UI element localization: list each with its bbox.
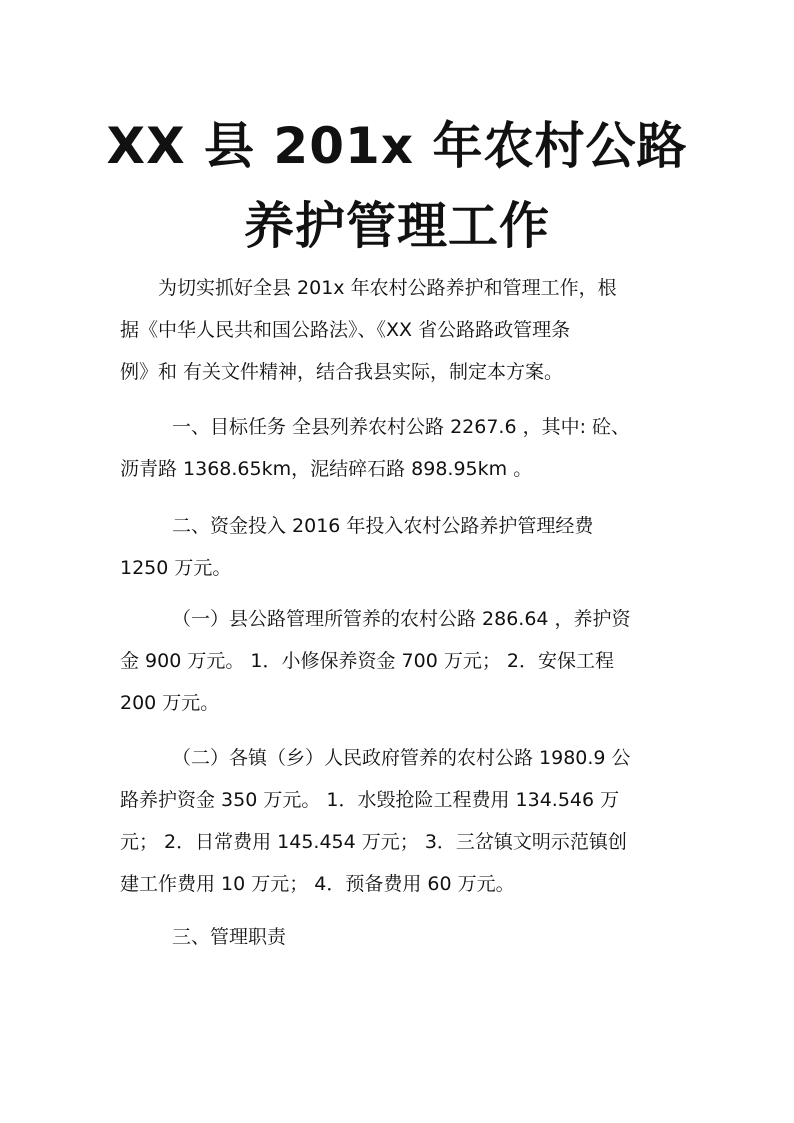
paragraph-line: 1250 万元。 (120, 557, 232, 579)
paragraph-line: 路养护资金 350 万元。 1．水毁抢险工程费用 134.546 万 (120, 789, 620, 811)
intro-paragraph (120, 267, 680, 393)
paragraph-line: 三、管理职责 (172, 926, 287, 948)
paragraph-line: 一、目标任务 全县列养农村公路 2267.6 ，其中: 砼、 (172, 416, 631, 438)
paragraph-line: 200 万元。 (120, 692, 220, 714)
section-goals-paragraph (120, 406, 680, 490)
document-title-line-1: XX 县 201x 年农村公路 (106, 117, 688, 175)
paragraph-line: 为切实抓好全县 201x 年农村公路养护和管理工作，根 (158, 277, 617, 299)
paragraph-line: 沥青路 1368.65km，泥结碎石路 898.95km 。 (120, 458, 533, 480)
paragraph-line: 建工作费用 10 万元； 4．预备费用 60 万元。 (120, 873, 515, 895)
subsection-towns-paragraph (120, 737, 680, 905)
paragraph-line: 二、资金投入 2016 年投入农村公路养护管理经费 (172, 515, 594, 537)
section-duties-heading (120, 916, 680, 958)
paragraph-line: 元； 2．日常费用 145.454 万元； 3．三岔镇文明示范镇创 (120, 831, 627, 853)
paragraph-line: 据《中华人民共和国公路法》、《XX 省公路路政管理条 (120, 319, 571, 341)
document-title-line-2: 养护管理工作 (244, 197, 550, 255)
paragraph-line: （二）各镇（乡）人民政府管养的农村公路 1980.9 公 (172, 747, 631, 769)
paragraph-line: （一）县公路管理所管养的农村公路 286.64 ，养护资 (172, 608, 631, 630)
subsection-county-paragraph (120, 598, 680, 724)
section-funding-paragraph (120, 505, 680, 589)
paragraph-line: 例》和 有关文件精神，结合我县实际，制定本方案。 (120, 361, 564, 383)
paragraph-line: 金 900 万元。 1．小修保养资金 700 万元； 2．安保工程 (120, 650, 614, 672)
